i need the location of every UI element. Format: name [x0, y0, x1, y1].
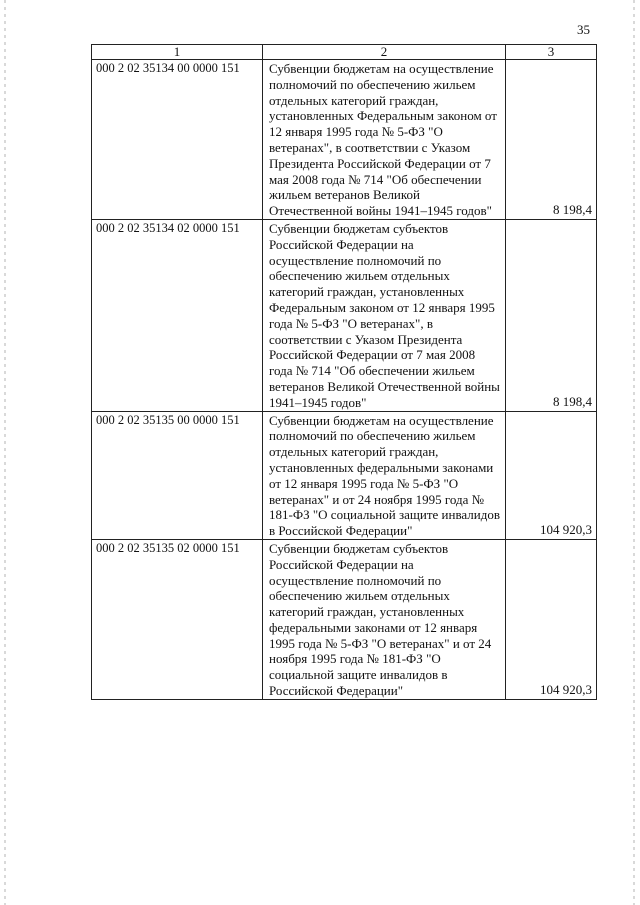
table-row [92, 219, 597, 411]
income-description: Субвенции бюджетам субъектов Российской Федерации на осуществление полномочий по обеспечению жильем отдельных категорий граждан, установленных федеральными законами от 12 января 1995 года № 5-ФЗ "О ветеранах" и от 24 ноября 1995 года № 181-ФЗ "О социальной защите инвалидов в Российской Федерации" [263, 539, 506, 699]
budget-code: 000 2 02 35135 02 0000 151 [92, 539, 263, 699]
amount-value: 8 198,4 [506, 219, 597, 411]
column-header-description: 2 [263, 45, 506, 60]
column-header-code: 1 [92, 45, 263, 60]
scan-edge-right [633, 0, 635, 905]
amount-value: 8 198,4 [506, 60, 597, 220]
income-description: Субвенции бюджетам на осуществление полномочий по обеспечению жильем отдельных категорий граждан, установленных Федеральным законом от 12 января 1995 года № 5-ФЗ "О ветеранах", в соответствии с Указом Президента Российской Федерации от 7 мая 2008 года № 714 "Об обеспечении жильем ветеранов Великой Отечественной войны 1941–1945 годов" [263, 60, 506, 220]
table-row [92, 60, 597, 220]
income-description: Субвенции бюджетам на осуществление полномочий по обеспечению жильем отдельных категорий граждан, установленных федеральными законами от 12 января 1995 года № 5-ФЗ "О ветеранах" и от 24 ноября 1995 года № 181-ФЗ "О социальной защите инвалидов в Российской Федерации" [263, 411, 506, 539]
table-header-row [92, 45, 597, 60]
budget-table [91, 44, 597, 700]
budget-code: 000 2 02 35134 00 0000 151 [92, 60, 263, 220]
budget-code: 000 2 02 35135 00 0000 151 [92, 411, 263, 539]
amount-value: 104 920,3 [506, 539, 597, 699]
table-row [92, 411, 597, 539]
budget-code: 000 2 02 35134 02 0000 151 [92, 219, 263, 411]
table-row [92, 539, 597, 699]
page-number: 35 [577, 22, 590, 37]
column-header-amount: 3 [506, 45, 597, 60]
amount-value: 104 920,3 [506, 411, 597, 539]
scan-edge-left [4, 0, 6, 905]
income-description: Субвенции бюджетам субъектов Российской Федерации на осуществление полномочий по обеспечению жильем отдельных категорий граждан, установленных Федеральным законом от 12 января 1995 года № 5-ФЗ "О ветеранах", в соответствии с Указом Президента Российской Федерации от 7 мая 2008 года № 714 "Об обеспечении жильем ветеранов Великой Отечественной войны 1941–1945 годов" [263, 219, 506, 411]
